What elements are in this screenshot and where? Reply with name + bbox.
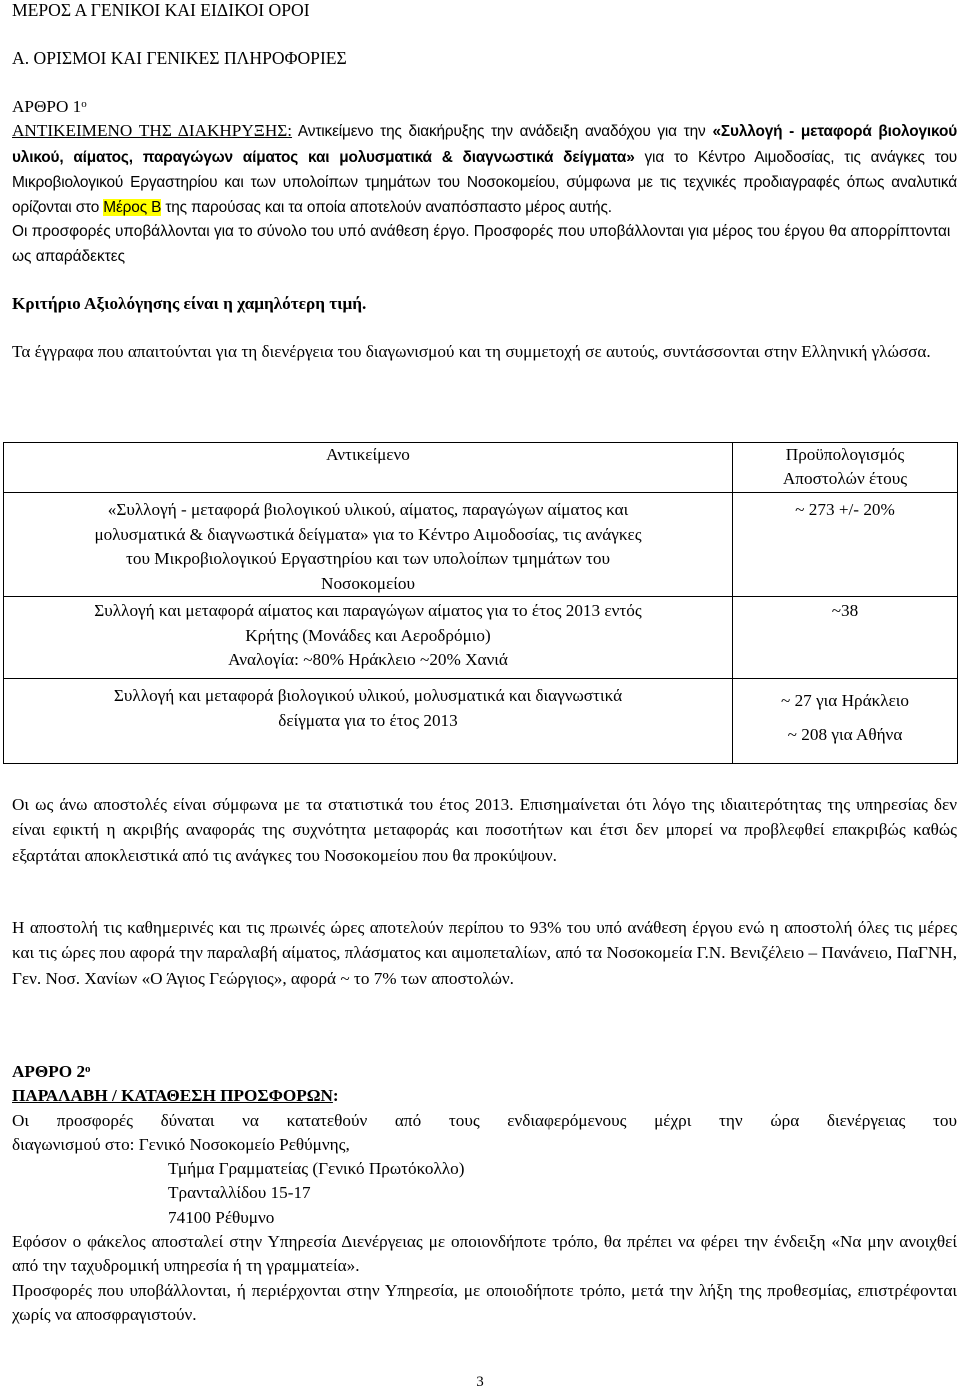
subject-heading: ΑΝΤΙΚΕΙΜΕΝΟ ΤΗΣ ΔΙΑΚΗΡΥΞΗΣ: — [12, 121, 293, 141]
budget-table — [3, 442, 958, 764]
row-budget: ~38 — [733, 597, 958, 679]
article1-subject: ΑΝΤΙΚΕΙΜΕΝΟ ΤΗΣ ΔΙΑΚΗΡΥΞΗΣ: Αντικείμενο της διακήρυξης την ανάδειξη αναδόχου για την «Συλλογή - μεταφορά βιολογικού υλικού, αίματος, παραγώγων αίματος και μολυσματικά & διαγνωστικά δείγματα» για το Κέντρο Αιμοδοσίας, τις ανάγκες του Μικροβιολογικού Εργαστηρίου και των υπολοίπων τμημάτων του Νοσοκομείου, σύμφωνα με τις τεχνικές προδιαγραφές όπως αναλυτικά ορίζονται στο Μέρος Β της παρούσας και τα οποία αποτελούν αναπόσπαστο μέρος αυτής. — [12, 121, 958, 217]
evaluation-criterion: Κριτήριο Αξιολόγησης είναι η χαμηλότερη τιμή. — [12, 294, 367, 314]
table-row — [4, 597, 958, 679]
mail-note: Εφόσον ο φάκελος αποσταλεί στην Υπηρεσία Διενέργειας με οποιονδήποτε τρόπο, θα πρέπει να φέρει την ένδειξη «Να μην ανοιχθεί από την ταχυδρομική υπηρεσία ή τη γραμματεία». — [12, 1232, 957, 1276]
language-paragraph: Τα έγγραφα που απαιτούνται για τη διενέργεια του διαγωνισμού και τη συμμετοχή σε αυτούς, συντάσσονται στην Ελληνική γλώσσα. — [12, 342, 931, 362]
row-budget: ~ 27 για Ηράκλειο ~ 208 για Αθήνα — [733, 679, 958, 764]
row-subject: «Συλλογή - μεταφορά βιολογικού υλικού, αίματος, παραγώγων αίματος και μολυσματικά & διαγνωστικά δείγματα» για το Κέντρο Αιμοδοσίας, τις ανάγκες του Μικροβιολογικού Εργαστηρίου και των υπολοίπων τμημάτων του Νοσοκομείου — [4, 493, 733, 597]
article1-label: ΑΡΘΡΟ $1^o$ — [12, 97, 87, 116]
address-department: Τμήμα Γραμματείας (Γενικό Πρωτόκολλο) — [168, 1159, 465, 1179]
return-note: Προσφορές που υποβάλλονται, ή περιέρχονται στην Υπηρεσία, με οποιοδήποτε τρόπο, μετά την λήξη της προθεσμίας, επιστρέφονται χωρίς να αποσφραγιστούν. — [12, 1280, 957, 1324]
statistics-paragraph: Οι ως άνω αποστολές είναι σύμφωνα με τα στατιστικά του έτος 2013. Επισημαίνεται ότι λόγο της ιδιαιτερότητας της υπηρεσίας δεν είναι εφικτή η ακριβής αναφοράς της συχνότητα μεταφοράς και ποσοτήτων και έτσι δεν μπορεί να προβλεφθεί επακριβώς καθώς εξαρτάται αποκλειστικά από τις ανάγκες του Νοσοκομείου που θα προκύψουν. — [12, 795, 957, 865]
address-city: 74100 Ρέθυμνο — [168, 1207, 275, 1227]
submission-intro: Οι προσφορές δύναται να κατατεθούν από τους ενδιαφερόμενους μέχρι την ώρα διενέργειας του — [12, 1110, 957, 1130]
part-title: ΜΕΡΟΣ Α ΓΕΝΙΚΟΙ ΚΑΙ ΕΙΔΙΚΟΙ ΟΡΟΙ — [12, 0, 310, 20]
page-number: 3 — [476, 1374, 484, 1390]
hours-paragraph: Η αποστολή τις καθημερινές και τις πρωινές ώρες αποτελούν περίπου το 93% του υπό ανάθεση έργου ενώ η αποστολή όλες τις μέρες και τις ώρες που αφορά την παραλαβή αίματος, πλάσματος και αιμοπεταλίων, από τα Νοσοκομεία Γ.Ν. Βενιζέλειο – Πανάνειο, ΠαΓΝΗ, Γεν. Νοσ. Χανίων «Ο Άγιος Γεώργιος», αφορά ~ το 7% των αποστολών. — [12, 918, 957, 988]
row-subject: Συλλογή και μεταφορά βιολογικού υλικού, μολυσματικά και διαγνωστικά δείγματα για το έτος 2013 — [4, 679, 733, 764]
part-b-reference: Μέρος Β — [103, 199, 162, 217]
offers-paragraph: Οι προσφορές υποβάλλονται για το σύνολο του υπό ανάθεση έργο. Προσφορές που υποβάλλονται για μέρος του έργου θα απορρίπτονται ως απαράδεκτες — [12, 223, 951, 265]
table-row — [4, 493, 958, 597]
submission-place: διαγωνισμού στο: Γενικό Νοσοκομείο Ρεθύμνης, — [12, 1134, 350, 1154]
subject-bold: «Συλλογή - μεταφορά βιολογικού υλικού, αίματος, παραγώγων αίματος και μολυσματικά & διαγνωστικά δείγματα» — [12, 123, 958, 166]
table-header-subject: Αντικείμενο — [4, 443, 733, 493]
row-subject: Συλλογή και μεταφορά αίματος και παραγώγων αίματος για το έτος 2013 εντός Κρήτης (Μονάδες και Αεροδρόμιο) Αναλογία: ~80% Ηράκλειο ~20% Χανιά — [4, 597, 733, 679]
table-header-budget: Προϋπολογισμός Αποστολών έτους — [733, 443, 958, 493]
table-row — [4, 679, 958, 764]
row-budget: ~ 273 +/- 20% — [733, 493, 958, 597]
article2-label: ΑΡΘΡΟ $2^o$ — [12, 1062, 91, 1081]
address-street: Τρανταλλίδου 15-17 — [168, 1183, 311, 1203]
section-title: Α. ΟΡΙΣΜΟΙ ΚΑΙ ΓΕΝΙΚΕΣ ΠΛΗΡΟΦΟΡΙΕΣ — [12, 48, 347, 68]
article2-heading: ΠΑΡΑΛΑΒΗ / ΚΑΤΑΘΕΣΗ ΠΡΟΣΦΟΡΩΝ: — [12, 1086, 339, 1106]
